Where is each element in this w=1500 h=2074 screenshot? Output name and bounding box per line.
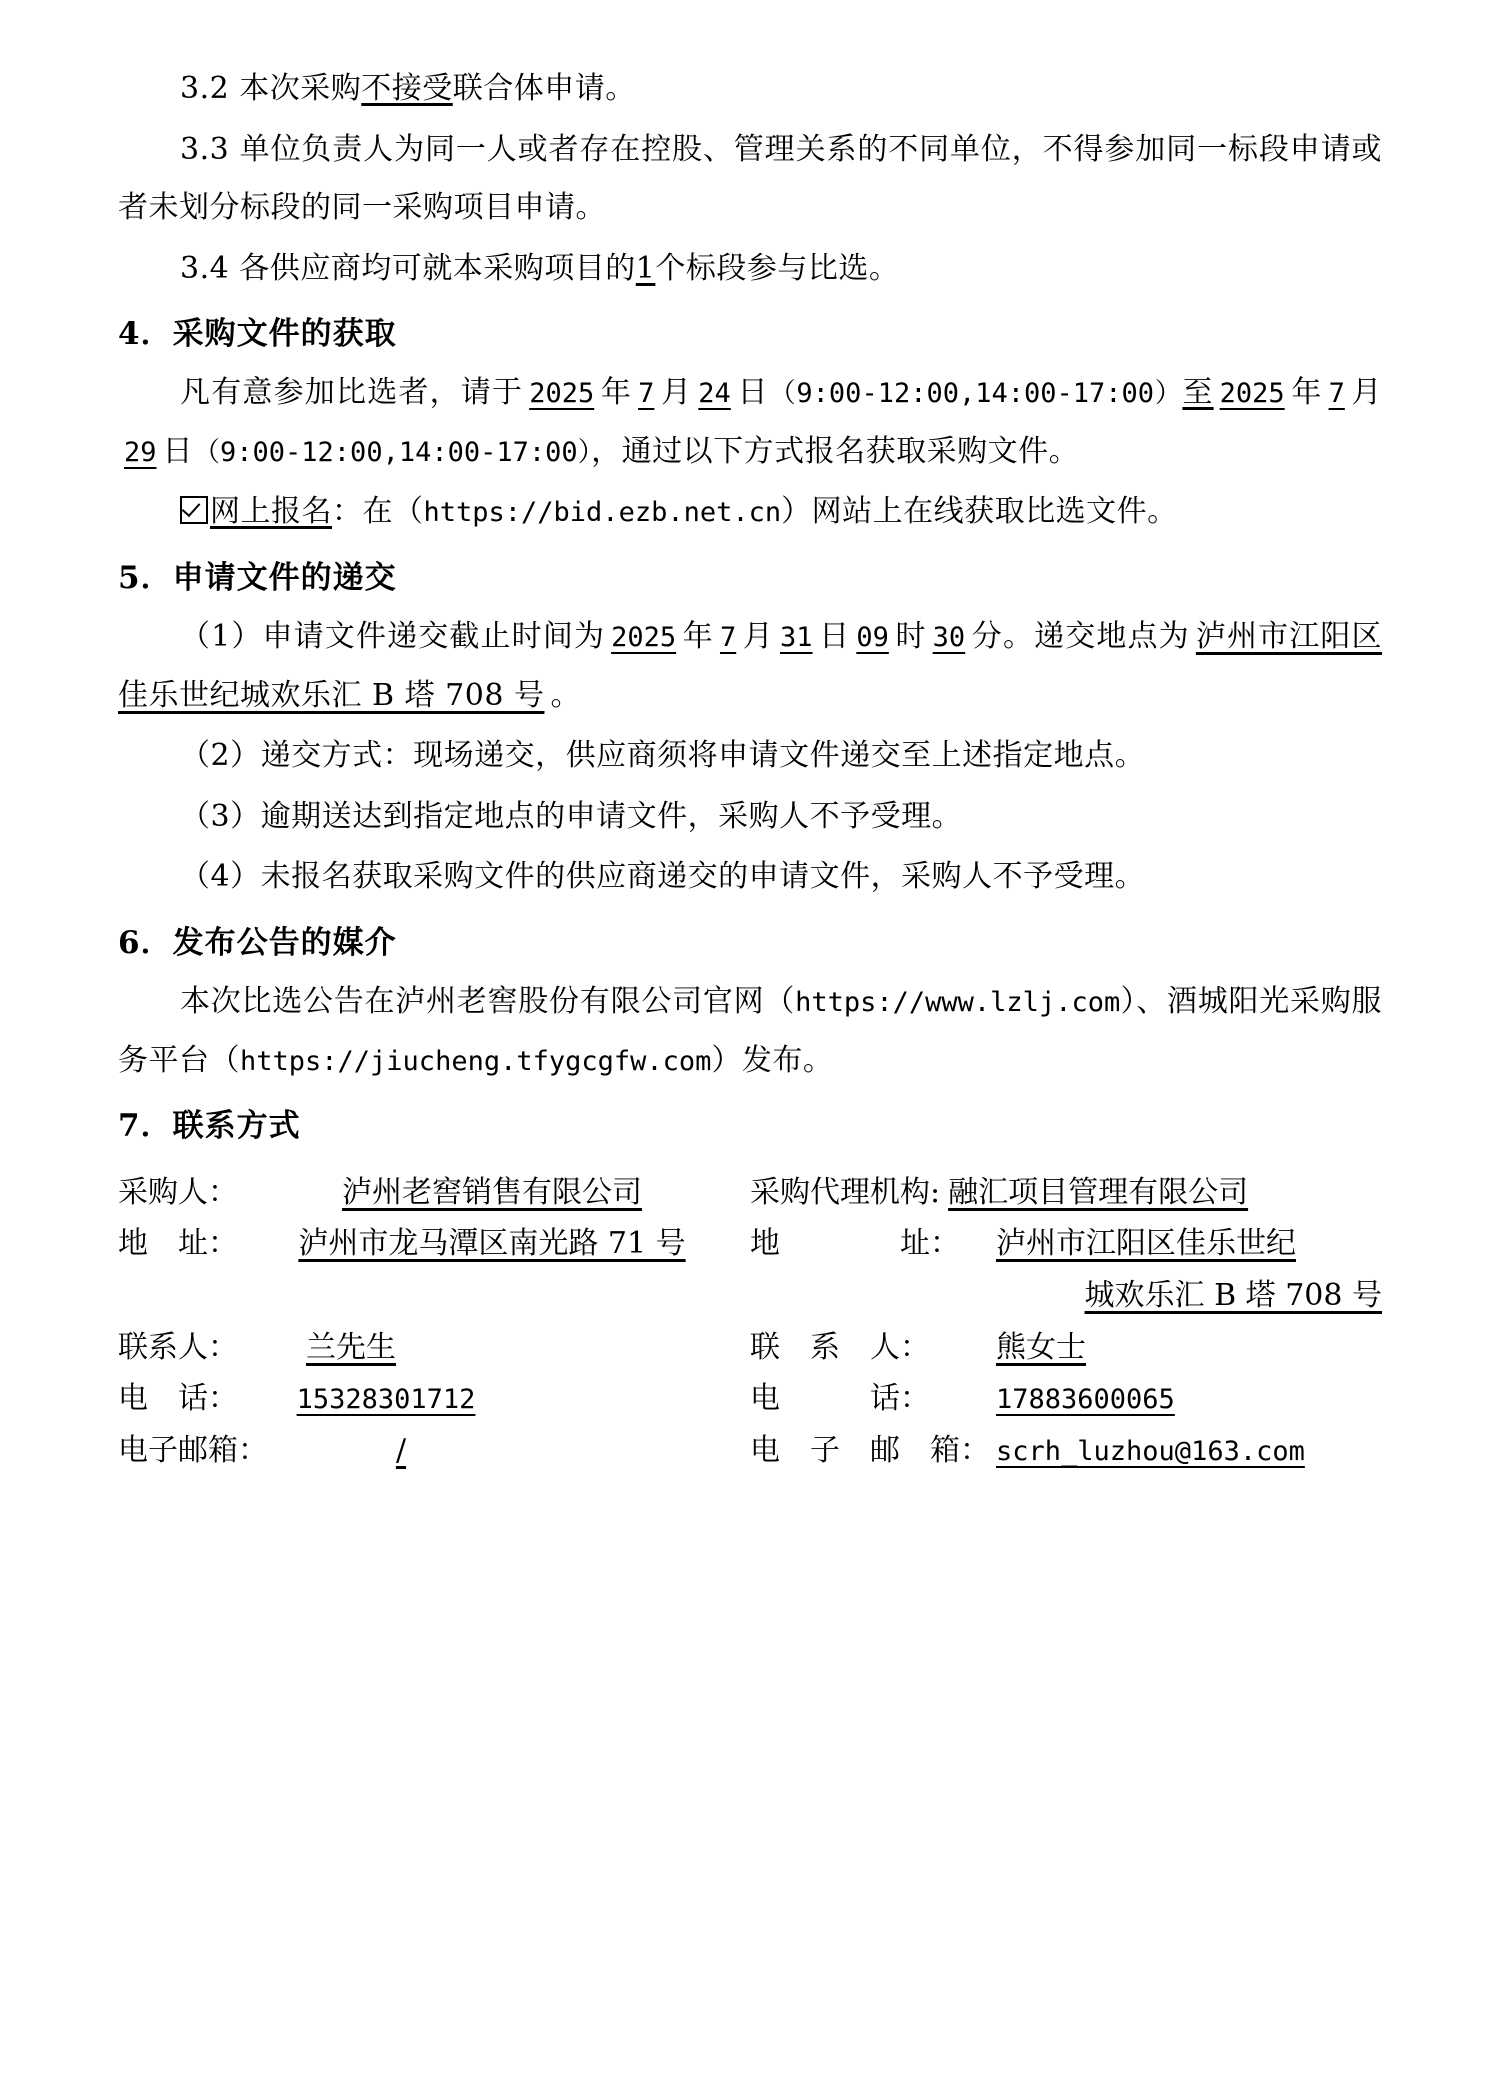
clause-3-4-text-after: 个标段参与比选。 — [655, 250, 900, 286]
year-unit-2: 年 — [1290, 375, 1323, 411]
deadline-minute-field: 30 — [932, 622, 966, 654]
deadline-hour-unit: 时 — [894, 619, 927, 655]
clause-3-2 — [118, 60, 1382, 119]
month-unit-2: 月 — [1350, 375, 1383, 411]
online-registration-line — [118, 483, 1382, 542]
agency-address-row — [750, 1218, 1382, 1270]
section-7-heading: 7．联系方式 — [118, 1108, 301, 1145]
online-registration-text-a: ：在（ — [332, 494, 424, 530]
purchaser-address-value: 泸州市龙马潭区南光路 71 号 — [298, 1226, 686, 1262]
section-6-paragraph — [118, 973, 1382, 1090]
agency-email-value[interactable]: scrh_luzhou@163.com — [996, 1435, 1305, 1467]
agency-contact-value: 熊女士 — [996, 1329, 1086, 1365]
purchaser-contact-label: 联系人： — [118, 1329, 238, 1365]
section-5-item-1 — [118, 608, 1382, 725]
deadline-mid-text: 。递交地点为 — [1002, 619, 1190, 655]
agency-contact-row — [750, 1322, 1382, 1374]
online-registration-text-b: ）网站上在线获取比选文件。 — [781, 494, 1178, 530]
media-text-c: ）发布。 — [711, 1042, 834, 1078]
clause-3-4-number: 3.4 — [180, 250, 230, 286]
agency-name-row — [750, 1167, 1382, 1219]
deadline-day-unit: 日 — [818, 619, 851, 655]
start-day-field: 24 — [698, 378, 731, 410]
deadline-suffix: 。 — [550, 677, 581, 713]
section-4-intro: 凡有意参加比选者，请于 — [180, 375, 524, 411]
agency-address-value-line2: 城欢乐汇 B 塔 708 号 — [1084, 1277, 1382, 1313]
end-year-field: 2025 — [1219, 378, 1285, 410]
section-5-item-4: （4）未报名获取采购文件的供应商递交的申请文件，采购人不予受理。 — [180, 859, 1146, 895]
section-4-paragraph — [118, 364, 1382, 481]
clause-3-4 — [118, 240, 1382, 299]
purchaser-name-value: 泸州老窖销售有限公司 — [342, 1174, 642, 1210]
start-time-range: （9:00-12:00,14:00-17:00） — [768, 378, 1183, 410]
media-text-a: 本次比选公告在泸州老窖股份有限公司官网（ — [180, 984, 796, 1020]
deadline-year-field: 2025 — [611, 622, 677, 654]
to-word: 至 — [1182, 375, 1214, 411]
purchaser-email-row — [118, 1425, 738, 1477]
purchaser-contact-value: 兰先生 — [306, 1329, 396, 1365]
agency-name-label: 采购代理机构: — [750, 1174, 941, 1210]
bid-portal-url[interactable]: https://bid.ezb.net.cn — [423, 497, 782, 529]
day-unit-1: 日 — [736, 375, 769, 411]
month-unit-1: 月 — [660, 375, 693, 411]
agency-phone-label: 电 话： — [750, 1381, 930, 1417]
clause-3-3-text: 单位负责人为同一人或者存在控股、管理关系的不同单位，不得参加同一标段申请或者未划分标段的同一采购项目申请。 — [118, 131, 1382, 225]
purchaser-phone-row — [118, 1373, 738, 1425]
end-month-field: 7 — [1328, 378, 1345, 410]
section-5-item-3: （3）逾期送达到指定地点的申请文件，采购人不予受理。 — [180, 798, 963, 834]
agency-contact-label: 联 系 人： — [750, 1329, 930, 1365]
agency-address-label: 地 址： — [750, 1226, 960, 1262]
deadline-hour-field: 09 — [856, 622, 889, 654]
section-4-tail: ，通过以下方式报名获取采购文件。 — [591, 433, 1080, 469]
clause-3-2-text-before: 本次采购 — [239, 71, 362, 106]
agency-name-value: 融汇项目管理有限公司 — [948, 1174, 1249, 1210]
purchaser-column — [118, 1167, 750, 1477]
section-5-item-2: （2）递交方式：现场递交，供应商须将申请文件递交至上述指定地点。 — [180, 738, 1146, 774]
section-6-heading: 6．发布公告的媒介 — [118, 924, 397, 961]
day-unit-2: 日 — [162, 433, 194, 469]
section-5-heading: 5．申请文件的递交 — [118, 559, 397, 596]
purchaser-contact-row — [118, 1322, 738, 1374]
agency-email-label: 电 子 邮 箱： — [750, 1432, 990, 1468]
agency-column — [750, 1167, 1382, 1477]
agency-phone-value: 17883600065 — [996, 1384, 1175, 1416]
deadline-year-unit: 年 — [682, 619, 714, 655]
agency-address-row-2 — [750, 1270, 1382, 1322]
clause-3-3 — [118, 121, 1382, 238]
purchaser-name-label: 采购人： — [118, 1174, 238, 1210]
purchaser-phone-label: 电 话： — [118, 1381, 238, 1417]
purchaser-email-value: / — [395, 1432, 407, 1468]
deadline-minute-unit: 分 — [971, 619, 1003, 655]
online-registration-label: 网上报名 — [210, 494, 332, 530]
purchaser-address-label: 地 址： — [118, 1226, 238, 1262]
agency-address-value: 泸州市江阳区佳乐世纪 — [996, 1226, 1296, 1262]
deadline-month-unit: 月 — [742, 619, 775, 655]
section-4-heading: 4．采购文件的获取 — [118, 316, 397, 352]
purchaser-name-row — [118, 1167, 738, 1219]
clause-3-2-number: 3.2 — [180, 71, 230, 106]
year-unit-1: 年 — [600, 375, 633, 411]
submission-address-field: 泸州市江阳区佳乐世纪城欢乐汇 B 塔 708 号 — [118, 619, 1383, 713]
checkbox-checked-icon[interactable] — [180, 496, 208, 524]
purchaser-phone-value: 15328301712 — [296, 1384, 476, 1416]
start-month-field: 7 — [638, 378, 655, 410]
start-year-field: 2025 — [529, 378, 595, 410]
platform-website-url[interactable]: https://jiucheng.tfygcgfw.com — [240, 1045, 712, 1077]
contact-block — [118, 1167, 1382, 1477]
company-website-url[interactable]: https://www.lzlj.com — [795, 987, 1121, 1019]
purchaser-address-row — [118, 1218, 738, 1270]
deadline-month-field: 7 — [719, 622, 737, 654]
end-time-range: （9:00-12:00,14:00-17:00） — [193, 436, 592, 468]
agency-phone-row — [750, 1373, 1382, 1425]
purchaser-email-label: 电子邮箱： — [118, 1432, 268, 1468]
end-day-field: 29 — [124, 436, 157, 468]
clause-3-4-underlined: 1 — [635, 250, 656, 286]
clause-3-3-number: 3.3 — [180, 131, 230, 167]
clause-3-2-text-after: 联合体申请。 — [452, 71, 636, 106]
media-text-b: ）、酒城阳光采购服务平台（ — [118, 984, 1383, 1078]
clause-3-4-text-before: 各供应商均可就本采购项目的 — [239, 250, 636, 286]
agency-email-row — [750, 1425, 1382, 1477]
clause-3-2-underlined: 不接受 — [361, 71, 453, 106]
deadline-prefix: （1）申请文件递交截止时间为 — [180, 619, 606, 655]
deadline-day-field: 31 — [780, 622, 813, 654]
